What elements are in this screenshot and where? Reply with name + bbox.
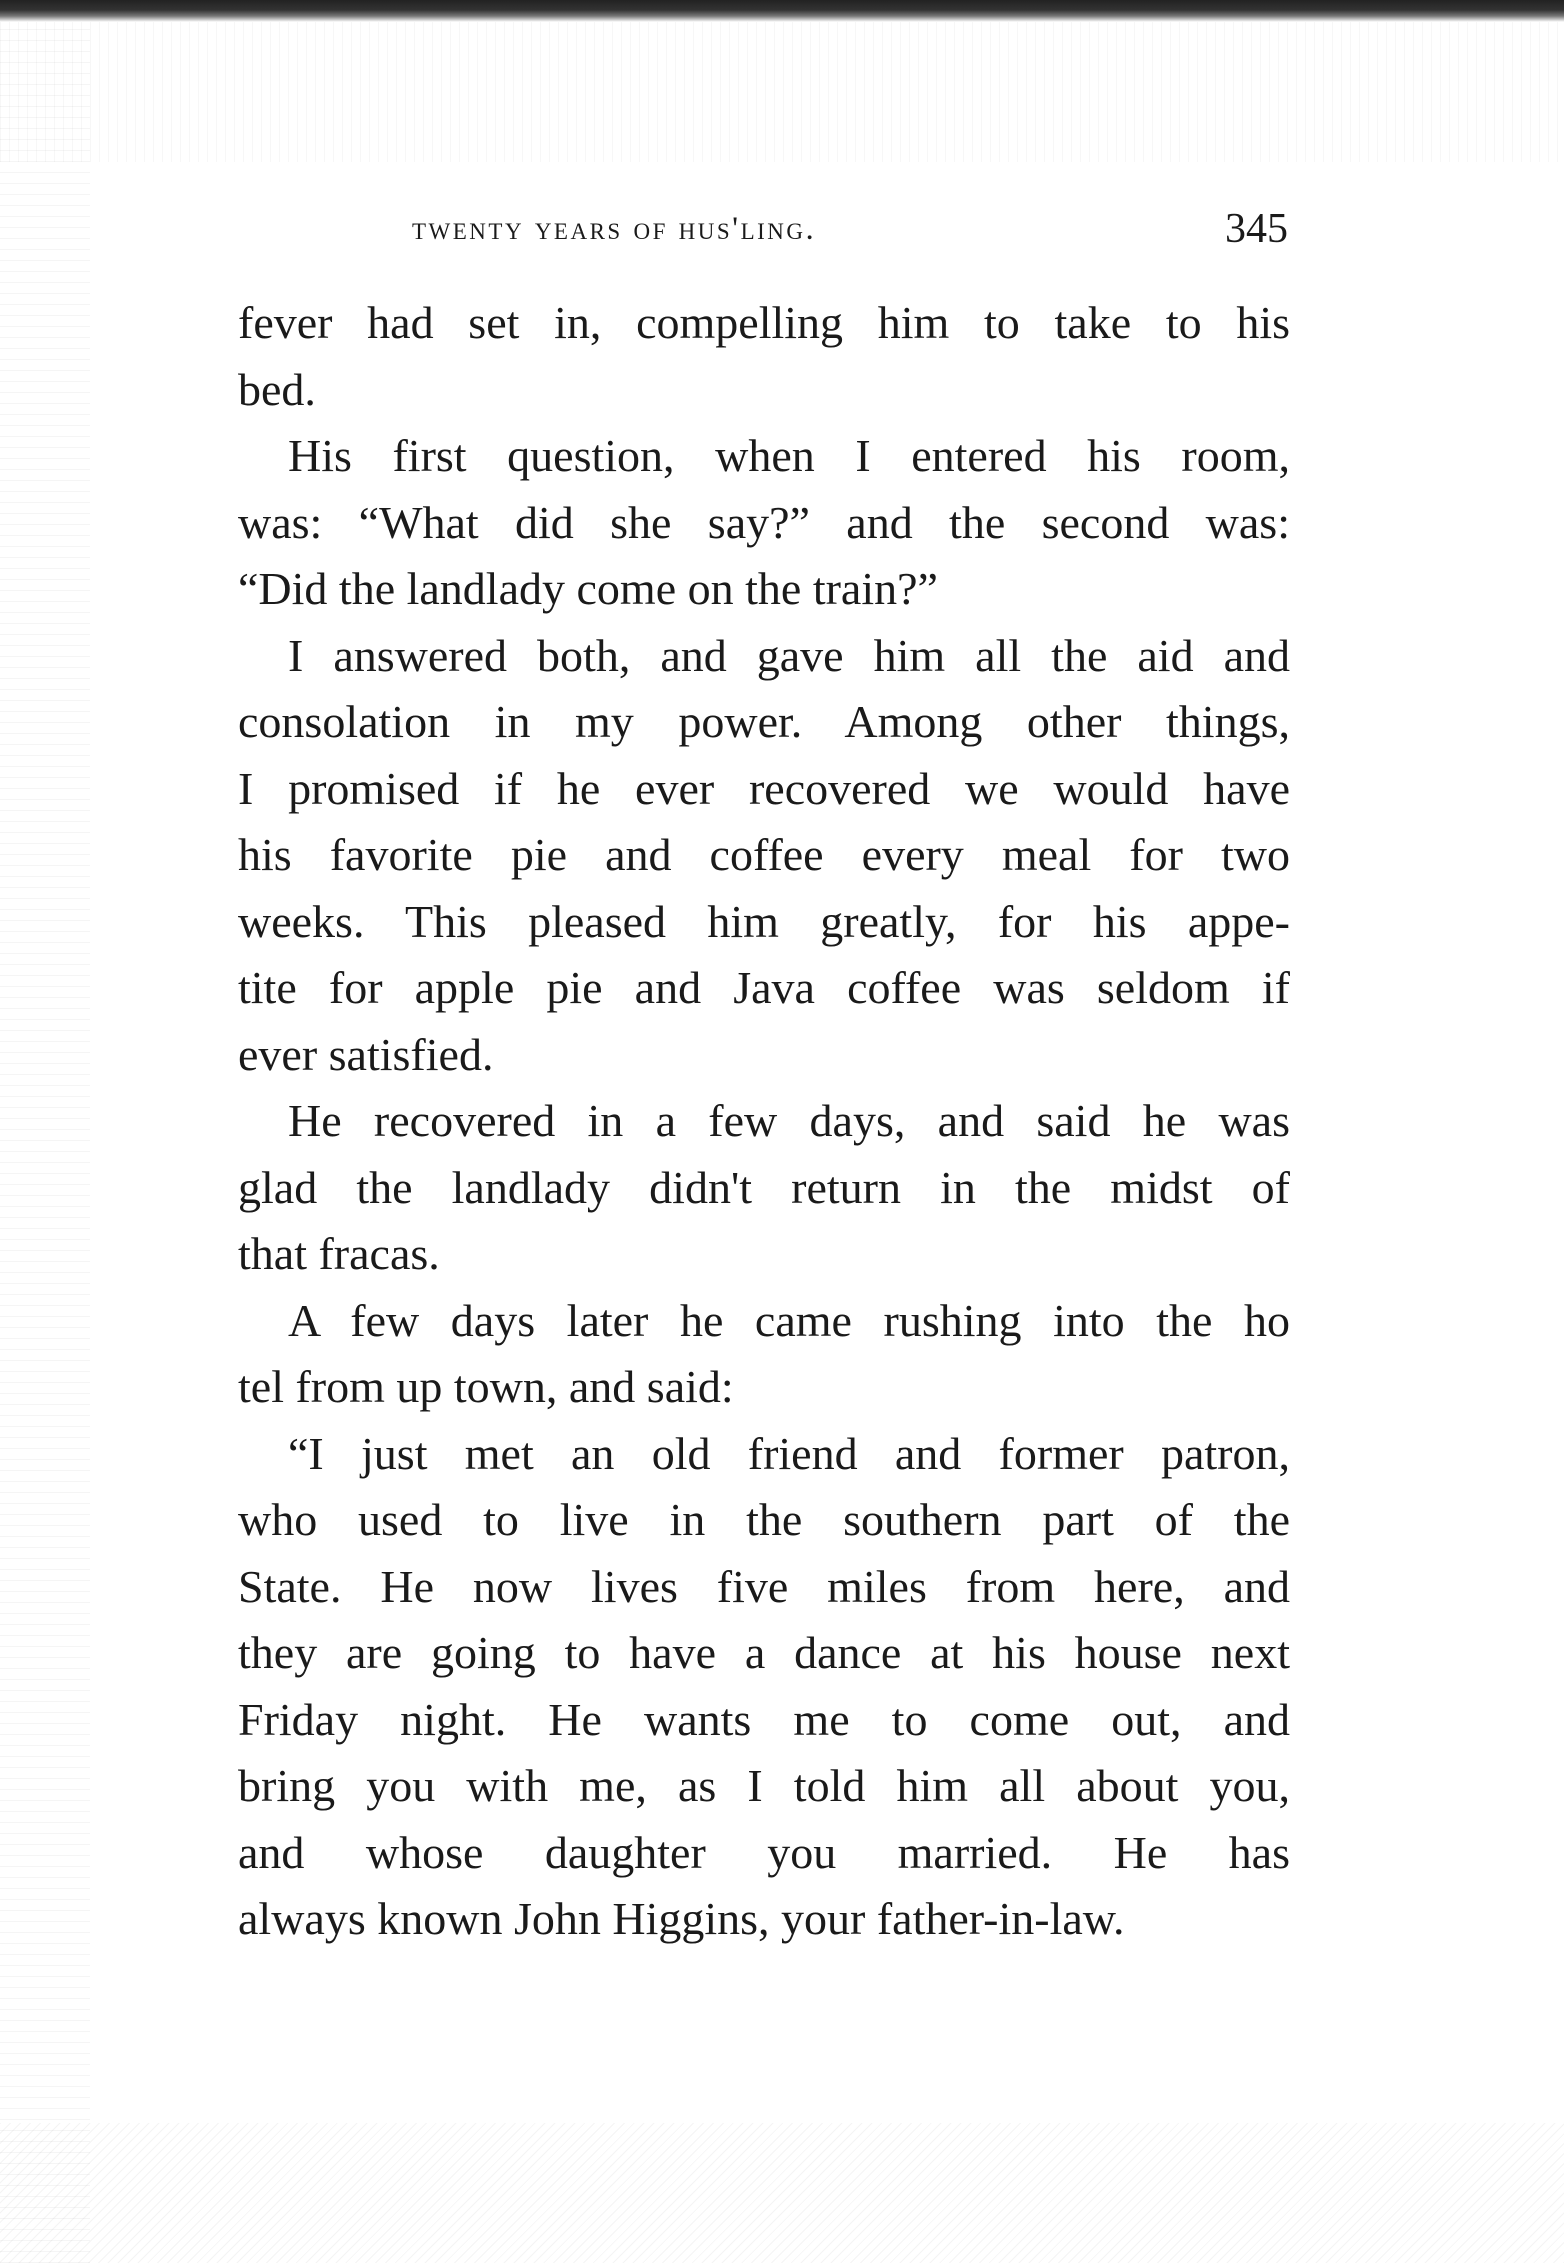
running-title: twenty years of hus'ling. [412, 211, 817, 247]
text-line: I answered both, and gave him all the aid and [288, 629, 1290, 681]
scan-noise-top [0, 22, 1564, 162]
scan-noise-left [0, 22, 90, 2263]
text-line: bring you with me, as I told him all about you, [238, 1760, 1290, 1811]
text-line: “Did the landlady come on the train?” [238, 563, 938, 614]
scan-noise-bottom [0, 2123, 1564, 2263]
text-line: Friday night. He wants me to come out, and [238, 1693, 1290, 1745]
text-line: his favorite pie and coffee every meal for two [238, 829, 1290, 880]
running-header [236, 205, 1296, 265]
text-line: fever had set in, compelling him to take to his [238, 297, 1290, 348]
text-line: always known John Higgins, your father-in-law. [238, 1893, 1125, 1944]
text-line: that fracas. [238, 1228, 440, 1279]
text-line: His first question, when I entered his room, [288, 430, 1290, 481]
scan-top-edge [0, 0, 1564, 22]
text-line: ever satisfied. [238, 1028, 494, 1080]
text-line: A few days later he came rushing into the ho [288, 1294, 1290, 1346]
text-line: and whose daughter you married. He has [238, 1826, 1290, 1878]
text-line: “I just met an old friend and former patron, [288, 1427, 1290, 1479]
text-line: weeks. This pleased him greatly, for his appe- [238, 895, 1290, 947]
text-line: glad the landlady didn't return in the midst of [238, 1161, 1290, 1213]
text-line: He recovered in a few days, and said he was [288, 1095, 1290, 1146]
text-line: tel from up town, and said: [238, 1361, 734, 1412]
body-text [238, 290, 1290, 1953]
text-line: State. He now lives five miles from here, and [238, 1560, 1290, 1612]
text-line: tite for apple pie and Java coffee was seldom if [238, 962, 1290, 1013]
page-number: 345 [1225, 206, 1288, 252]
text-line: who used to live in the southern part of the [238, 1494, 1290, 1545]
text-line: I promised if he ever recovered we would have [238, 762, 1290, 814]
text-line: consolation in my power. Among other things, [238, 696, 1290, 747]
text-line: was: “What did she say?” and the second was: [238, 496, 1290, 548]
text-line: bed. [238, 363, 316, 415]
text-line: they are going to have a dance at his house next [238, 1627, 1290, 1678]
